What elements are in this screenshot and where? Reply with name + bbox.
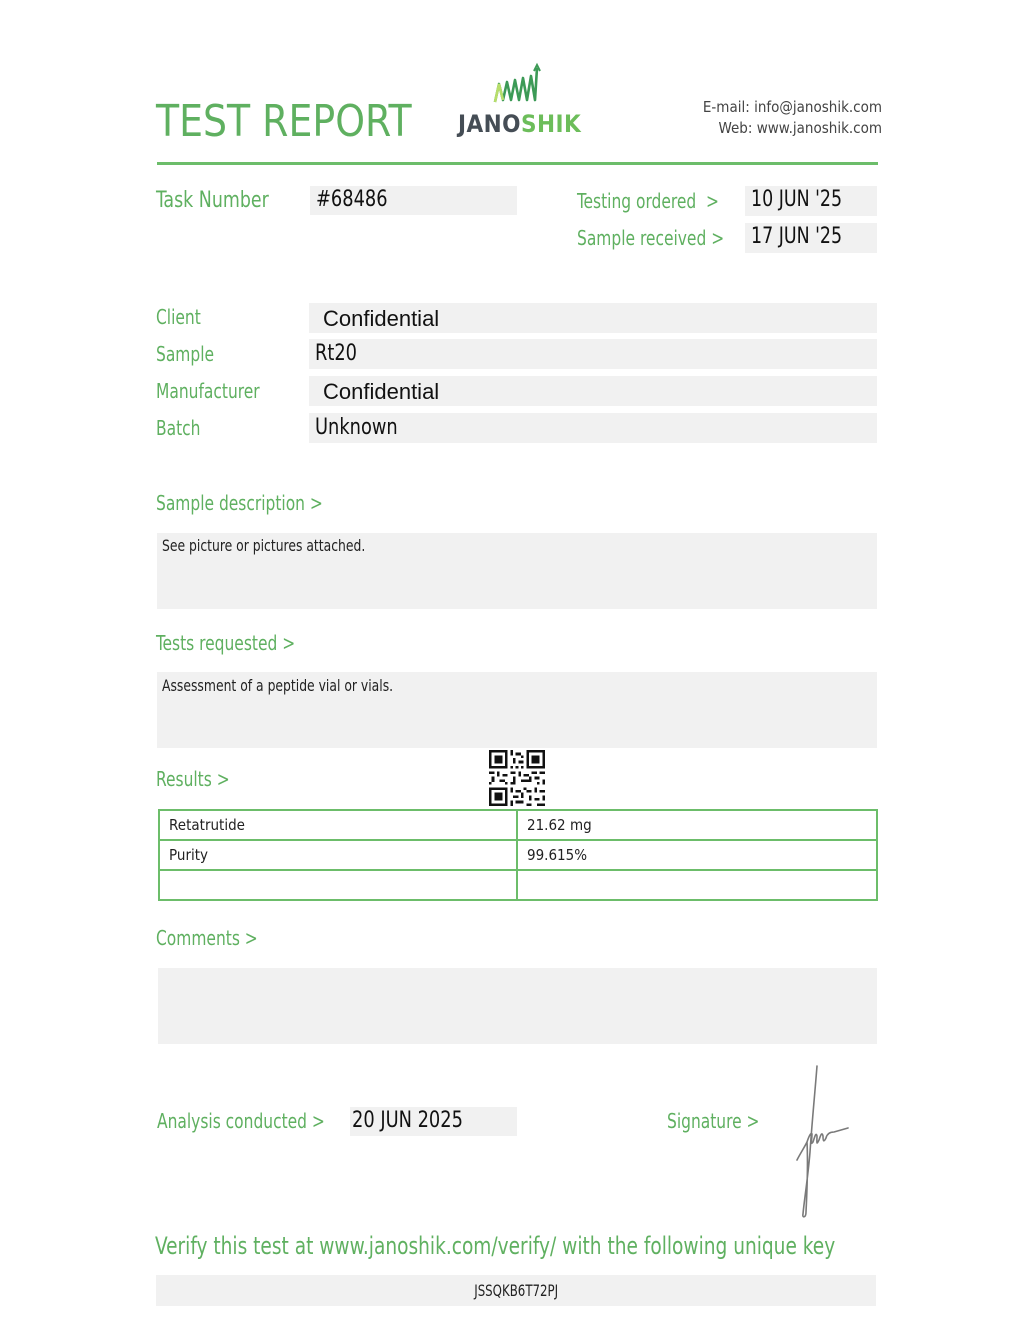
- task-number-label: Task Number: [156, 188, 269, 213]
- result-name: [159, 870, 517, 900]
- analysis-conducted-label: Analysis conducted >: [157, 1109, 325, 1133]
- field-label-batch: Batch: [156, 416, 201, 440]
- field-value-batch: Unknown: [315, 415, 398, 440]
- results-heading: Results >: [156, 767, 230, 791]
- logo-text-shik: SHIK: [521, 110, 582, 138]
- verify-key-wrap: [156, 1281, 876, 1300]
- sample-description-text: See picture or pictures attached.: [162, 536, 366, 555]
- result-value-text: 21.62 mg: [527, 816, 592, 834]
- results-row: [159, 870, 877, 900]
- logo-text-jano: JANO: [458, 110, 521, 138]
- result-value-text: 99.615%: [527, 846, 588, 864]
- tests-requested-heading: Tests requested >: [156, 631, 296, 655]
- verify-key: JSSQKB6T72PJ: [474, 1281, 558, 1300]
- sample-received-label: Sample received >: [577, 226, 725, 250]
- qr-code-icon: [489, 750, 545, 806]
- result-name-text: Purity: [169, 846, 209, 864]
- field-label-client: Client: [156, 305, 201, 329]
- result-value: [517, 870, 877, 900]
- results-row: [159, 840, 877, 870]
- verify-text: Verify this test at www.janoshik.com/verify/ with the following unique key: [155, 1232, 836, 1260]
- testing-ordered-value: 10 JUN '25: [751, 187, 843, 212]
- janoshik-logo: [455, 62, 585, 142]
- field-value-client: Confidential: [323, 306, 440, 331]
- signature-label: Signature >: [667, 1109, 760, 1133]
- sample-received-value: 17 JUN '25: [751, 224, 843, 249]
- result-value: [517, 810, 877, 840]
- field-label-manufacturer: Manufacturer: [156, 379, 260, 403]
- field-value-manufacturer: Confidential: [323, 379, 440, 404]
- result-name-text: Retatrutide: [169, 816, 245, 834]
- task-number-value: #68486: [316, 187, 388, 212]
- result-name: [159, 810, 517, 840]
- logo-chart-icon: [455, 62, 585, 112]
- field-box-sample: [309, 339, 877, 369]
- comments-box: [158, 968, 877, 1044]
- contact-email: E-mail: info@janoshik.com: [702, 98, 882, 116]
- signature-image: [790, 1062, 854, 1220]
- field-label-sample: Sample: [156, 342, 215, 366]
- tests-requested-text: Assessment of a peptide vial or vials.: [162, 676, 394, 695]
- comments-text: [158, 968, 877, 976]
- comments-heading: Comments >: [156, 926, 258, 950]
- testing-ordered-label: Testing ordered >: [577, 189, 720, 213]
- result-name: [159, 840, 517, 870]
- report-title: TEST REPORT: [156, 96, 412, 147]
- contact-web: Web: www.janoshik.com: [718, 119, 882, 137]
- contact-info: [703, 97, 882, 139]
- field-value-sample: Rt20: [315, 341, 358, 366]
- logo-wordmark: [458, 110, 581, 138]
- header-divider: [157, 162, 878, 165]
- results-table: [158, 809, 878, 901]
- sample-description-heading: Sample description >: [156, 491, 323, 515]
- result-value: [517, 840, 877, 870]
- analysis-conducted-value: 20 JUN 2025: [352, 1108, 463, 1133]
- results-row: [159, 810, 877, 840]
